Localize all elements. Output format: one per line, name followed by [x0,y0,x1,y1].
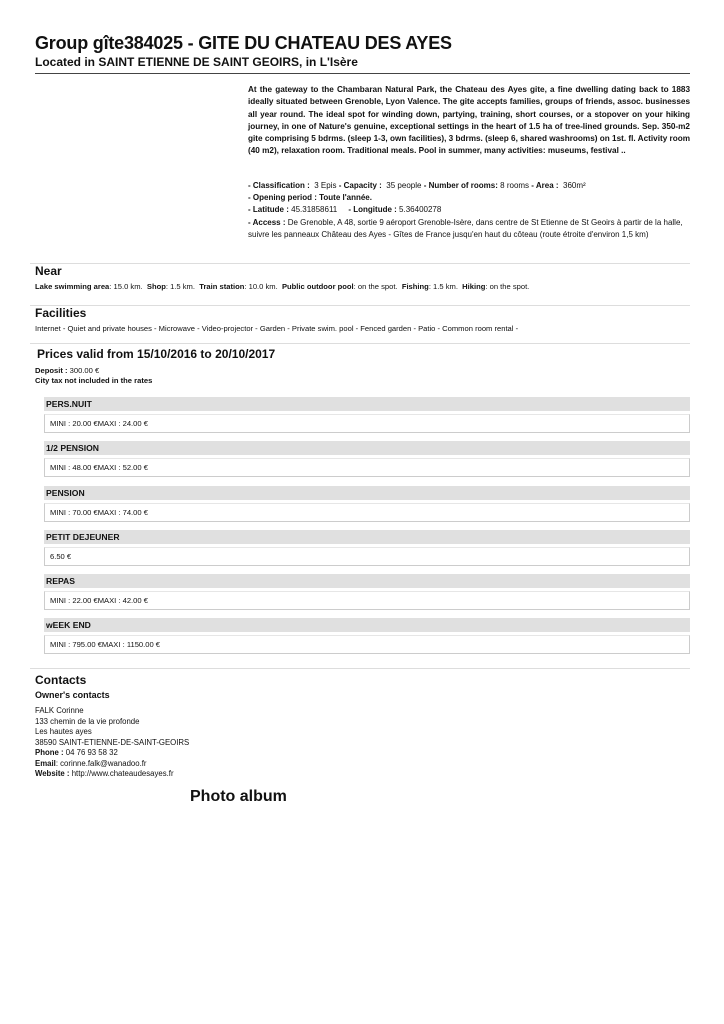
owner-heading: Owner's contacts [35,690,110,700]
owner-contacts [35,706,189,780]
area-value: 360m² [563,181,586,190]
owner-address-2: Les hautes ayes [35,727,92,736]
price-name: 1/2 PENSION [44,441,690,455]
deposit-label: Deposit : [35,366,68,375]
email-label: Email [35,758,56,768]
owner-address-1: 133 chemin de la vie profonde [35,716,140,726]
deposit-value: 300.00 € [69,366,100,375]
price-name: PERS.NUIT [44,397,690,411]
rooms-label: - Number of rooms: [423,181,498,190]
near-item-value: : 1.5 km. [428,282,458,291]
price-name: REPAS [44,574,690,588]
price-name: PENSION [44,486,690,500]
near-item-value: : 10.0 km. [244,282,278,291]
near-item-value: : on the spot. [485,282,530,291]
facilities-heading: Facilities [35,306,87,320]
access-value: De Grenoble, A 48, sortie 9 aéroport Grenoble-Isère, dans centre de St Etienne de St Geoirs à partir de la halle, suivre les panneaux Château des Ayes - Gîtes de France jusqu'en haut du côteau (route étroite d'environ 1,5 km) [248,217,683,239]
owner-address-3: 38590 SAINT-ETIENNE-DE-SAINT-GEOIRS [35,737,190,747]
near-item-label: Hiking [462,282,486,291]
longitude-label: - Longitude : [348,205,397,215]
latitude-value: 45.31858611 [291,205,338,215]
gite-description: At the gateway to the Chambaran Natural Park, the Chateau des Ayes gite, a fine dwelling dating back to 1883 ideally situated between Grenoble, Lyon Valence. The gite accepts families, groups of friends, assoc. businesses all year round. The ideal spot for winding down, partying, training, short courses, or a stopover on your hiking journey, in one of Nature's genuine, exceptional settings in the heart of 1.5 ha of tree-lined grounds. Sep. 350-m2 gite comprising 5 bdrms. (sleep 1-3, own facilities), 3 bdrms. (sleep 6, shared washrooms) on 1st. fl. Activity room (40 m2), relaxation room. Traditional meals. Pool in summer, many activities: museums, festival .. [248,85,690,156]
gite-details [248,180,690,241]
capacity-value: 35 people [386,181,422,190]
area-label: - Area : [531,181,559,190]
rooms-value: 8 rooms [500,181,530,190]
facilities-section [35,305,690,334]
email-value[interactable]: : corinne.falk@wanadoo.fr [55,758,147,768]
prices-heading: Prices valid from 15/10/2016 to 20/10/2017 [37,347,276,361]
opening-text: - Opening period : Toute l'année. [248,193,372,203]
page-title: Group gîte384025 - GITE DU CHATEAU DES AYES [35,33,452,53]
price-block [44,574,690,610]
near-divider [30,263,690,264]
photo-album-heading: Photo album [190,788,287,805]
access-label: - Access : [248,217,286,227]
price-value: MINI : 22.00 €MAXI : 42.00 € [44,591,690,610]
price-value: MINI : 70.00 €MAXI : 74.00 € [44,503,690,522]
details-line-1 [248,180,690,192]
classification-value: 3 Epis [314,181,337,190]
near-item-value: : 15.0 km. [109,282,143,291]
website-link[interactable]: http://www.chateaudesayes.fr [71,769,174,778]
facilities-list: Internet - Quiet and private houses - Microwave - Video-projector - Garden - Private swim. pool - Fenced garden - Patio - Common room rental - [35,324,519,333]
classification-label: - Classification : [248,181,310,190]
prices-divider [30,343,690,344]
price-value: MINI : 20.00 €MAXI : 24.00 € [44,414,690,433]
near-heading: Near [35,264,62,278]
owner-website [35,769,189,780]
price-name: PETIT DEJEUNER [44,530,690,544]
near-item-label: Lake swimming area [35,282,110,291]
price-block [44,486,690,522]
opening-period [248,192,690,204]
near-item-value: : on the spot. [353,282,398,291]
owner-name: FALK Corinne [35,706,84,715]
near-section [35,263,690,292]
latitude-label: - Latitude : [248,205,289,215]
contacts-heading: Contacts [35,673,87,687]
tax-note: City tax not included in the rates [35,376,153,385]
longitude-value: 5.36400278 [399,205,442,215]
price-name: wEEK END [44,618,690,632]
price-value: 6.50 € [44,547,690,566]
near-item-label: Train station [199,282,245,291]
price-block [44,618,690,654]
capacity-label: - Capacity : [338,181,382,190]
near-item-label: Fishing [401,282,429,291]
price-value: MINI : 795.00 €MAXI : 1150.00 € [44,635,690,654]
header-divider [35,73,690,74]
page-subtitle: Located in SAINT ETIENNE DE SAINT GEOIRS, in L'Isère [35,55,358,69]
near-item-label: Public outdoor pool [281,282,354,291]
near-item-label: Shop [146,282,166,291]
phone-value: 04 76 93 58 32 [65,748,118,757]
website-label: Website : [35,769,70,778]
price-block [44,397,690,433]
near-item-value: : 1.5 km. [165,282,195,291]
owner-phone [35,748,189,759]
price-block [44,441,690,477]
near-list [35,281,690,292]
access-info [248,217,690,241]
owner-email [35,759,189,770]
price-value: MINI : 48.00 €MAXI : 52.00 € [44,458,690,477]
deposit-info [35,366,152,386]
phone-label: Phone : [35,748,64,757]
details-coords [248,204,690,216]
contacts-divider [30,668,690,669]
price-block [44,530,690,566]
facilities-divider [30,305,690,306]
